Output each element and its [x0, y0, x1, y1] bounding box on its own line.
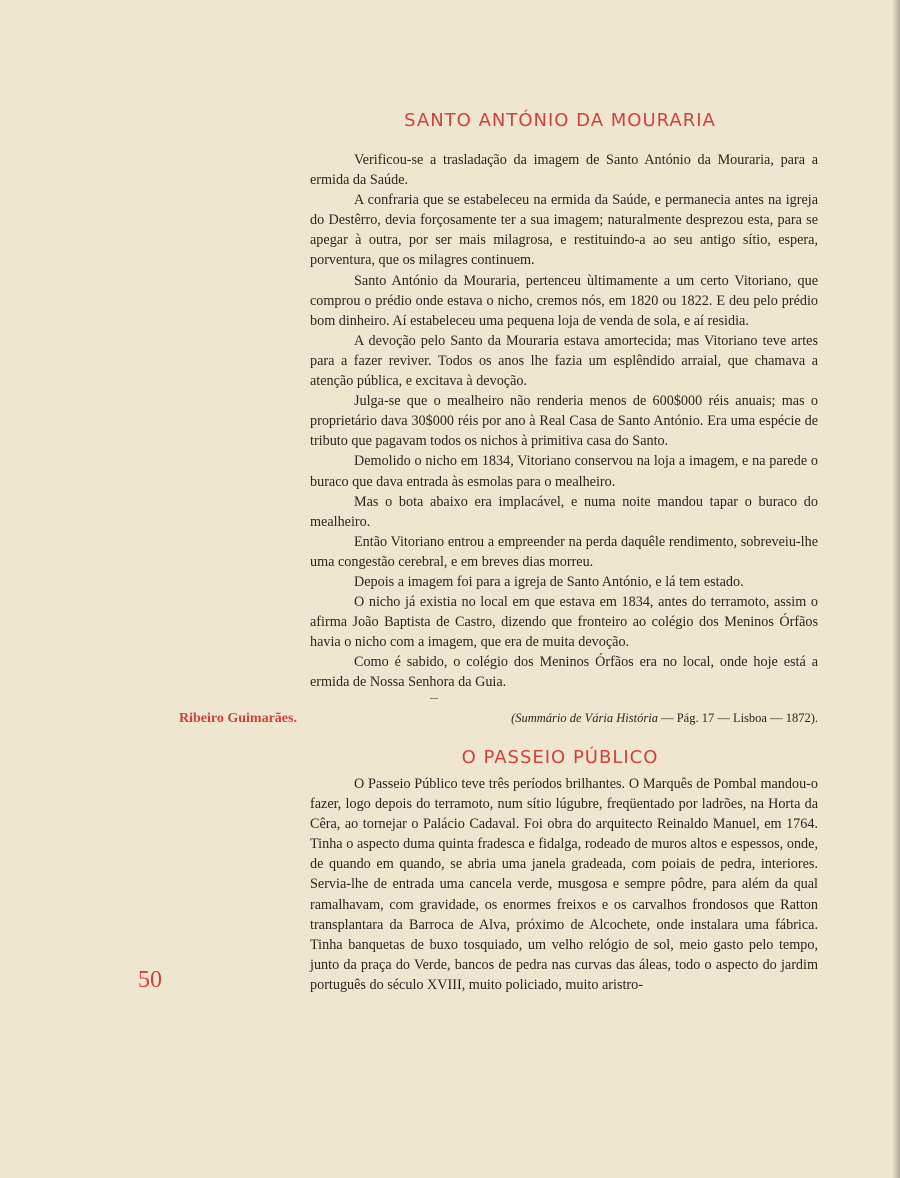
- paragraph: Então Vitoriano entrou a empreender na perda daquêle rendimento, sobreveiu-lhe uma congestão cerebral, e em breves dias morreu.: [310, 533, 818, 570]
- section-body-santo-antonio: [310, 150, 818, 693]
- section-title-santo-antonio: SANTO ANTÓNIO DA MOURARIA: [404, 110, 716, 131]
- paragraph: A devoção pelo Santo da Mouraria estava amortecida; mas Vitoriano teve artes para a fazer reviver. Todos os anos lhe fazia um esplêndido arraial, que chamava a atenção pública, e excitava à devoção.: [310, 332, 818, 390]
- paragraph: O nicho já existia no local em que estava em 1834, antes do terramoto, assim o afirma João Baptista de Castro, dizendo que fronteiro ao colégio dos Meninos Órfãos havia o nicho com a imagem, que era de muita devoção.: [310, 594, 818, 651]
- paragraph: A confraria que se estabeleceu na ermida da Saúde, e permanecia antes na igreja do Destêrro, devia forçosamente ter a sua imagem; naturalmente desprezou esta, para se apegar à outra, por ser mais milagrosa, e restituindo-a ao seu antigo sítio, espera, porventura, que os milagres continuem.: [310, 192, 818, 269]
- section-title-passeio-publico: O PASSEIO PÚBLICO: [461, 747, 659, 768]
- section-body-passeio-publico: [310, 774, 818, 995]
- paragraph: Mas o bota abaixo era implacável, e numa noite mandou tapar o buraco do mealheiro.: [310, 493, 818, 530]
- source-details: — Pág. 17 — Lisboa — 1872).: [657, 711, 818, 725]
- ornament-dash: [430, 698, 438, 699]
- paragraph: O Passeio Público teve três períodos brilhantes. O Marquês de Pombal mandou-o fazer, logo depois do terramoto, num sítio lúgubre, freqüentado por ladrões, na Horta da Cêra, ao tornejar o Palácio Cadaval. Foi obra do arquitecto Reinaldo Manuel, em 1764. Tinha o aspecto duma quinta fradesca e fidalga, rodeado de muros altos e espessos, onde, de quando em quando, se abria uma janela gradeada, com poiais de pedra, interiores. Servia-lhe de entrada uma cancela verde, musgosa e sempre pôdre, para além da qual ramalhavam, com gravidade, os enormes freixos e os carvalhos frondosos que Ratton transplantara da Barroca de Alva, próximo de Alcochete, onde instalara uma fábrica. Tinha banquetas de buxo tosquiado, um velho relógio de sol, meio gasto pelo tempo, junto da praça do Verde, bancos de pedra nas curvas das áleas, todo o aspecto do jardim português do século XVIII, muito policiado, muito aristro-: [310, 776, 818, 993]
- paragraph: Julga-se que o mealheiro não renderia menos de 600$000 réis anuais; mas o proprietário dava 30$000 réis por ano à Real Casa de Santo António. Era uma espécie de tributo que pagavam todos os nichos à primitiva casa do Santo.: [310, 393, 818, 450]
- paragraph: Verificou-se a trasladação da imagem de Santo António da Mouraria, para a ermida da Saúde.: [310, 152, 818, 189]
- author-signature: Ribeiro Guimarães.: [179, 711, 297, 726]
- paragraph: Demolido o nicho em 1834, Vitoriano conservou na loja a imagem, e na parede o buraco que dava entrada às esmolas para o mealheiro.: [310, 453, 818, 490]
- source-title: (Summário de Vária História: [511, 711, 658, 725]
- paragraph: Santo António da Mouraria, pertenceu ùltimamente a um certo Vitoriano, que comprou o prédio onde estava o nicho, cremos nós, em 1820 ou 1822. E deu pelo prédio bom dinheiro. Aí estabeleceu uma pequena loja de venda de sola, e aí residia.: [310, 272, 818, 329]
- paragraph: Depois a imagem foi para a igreja de Santo António, e lá tem estado.: [354, 573, 744, 590]
- page-edge-shadow: [892, 0, 900, 1178]
- page-number: 50: [138, 967, 162, 993]
- source-citation: [310, 711, 818, 726]
- paragraph: Como é sabido, o colégio dos Meninos Órfãos era no local, onde hoje está a ermida de Nossa Senhora da Guia.: [310, 654, 818, 691]
